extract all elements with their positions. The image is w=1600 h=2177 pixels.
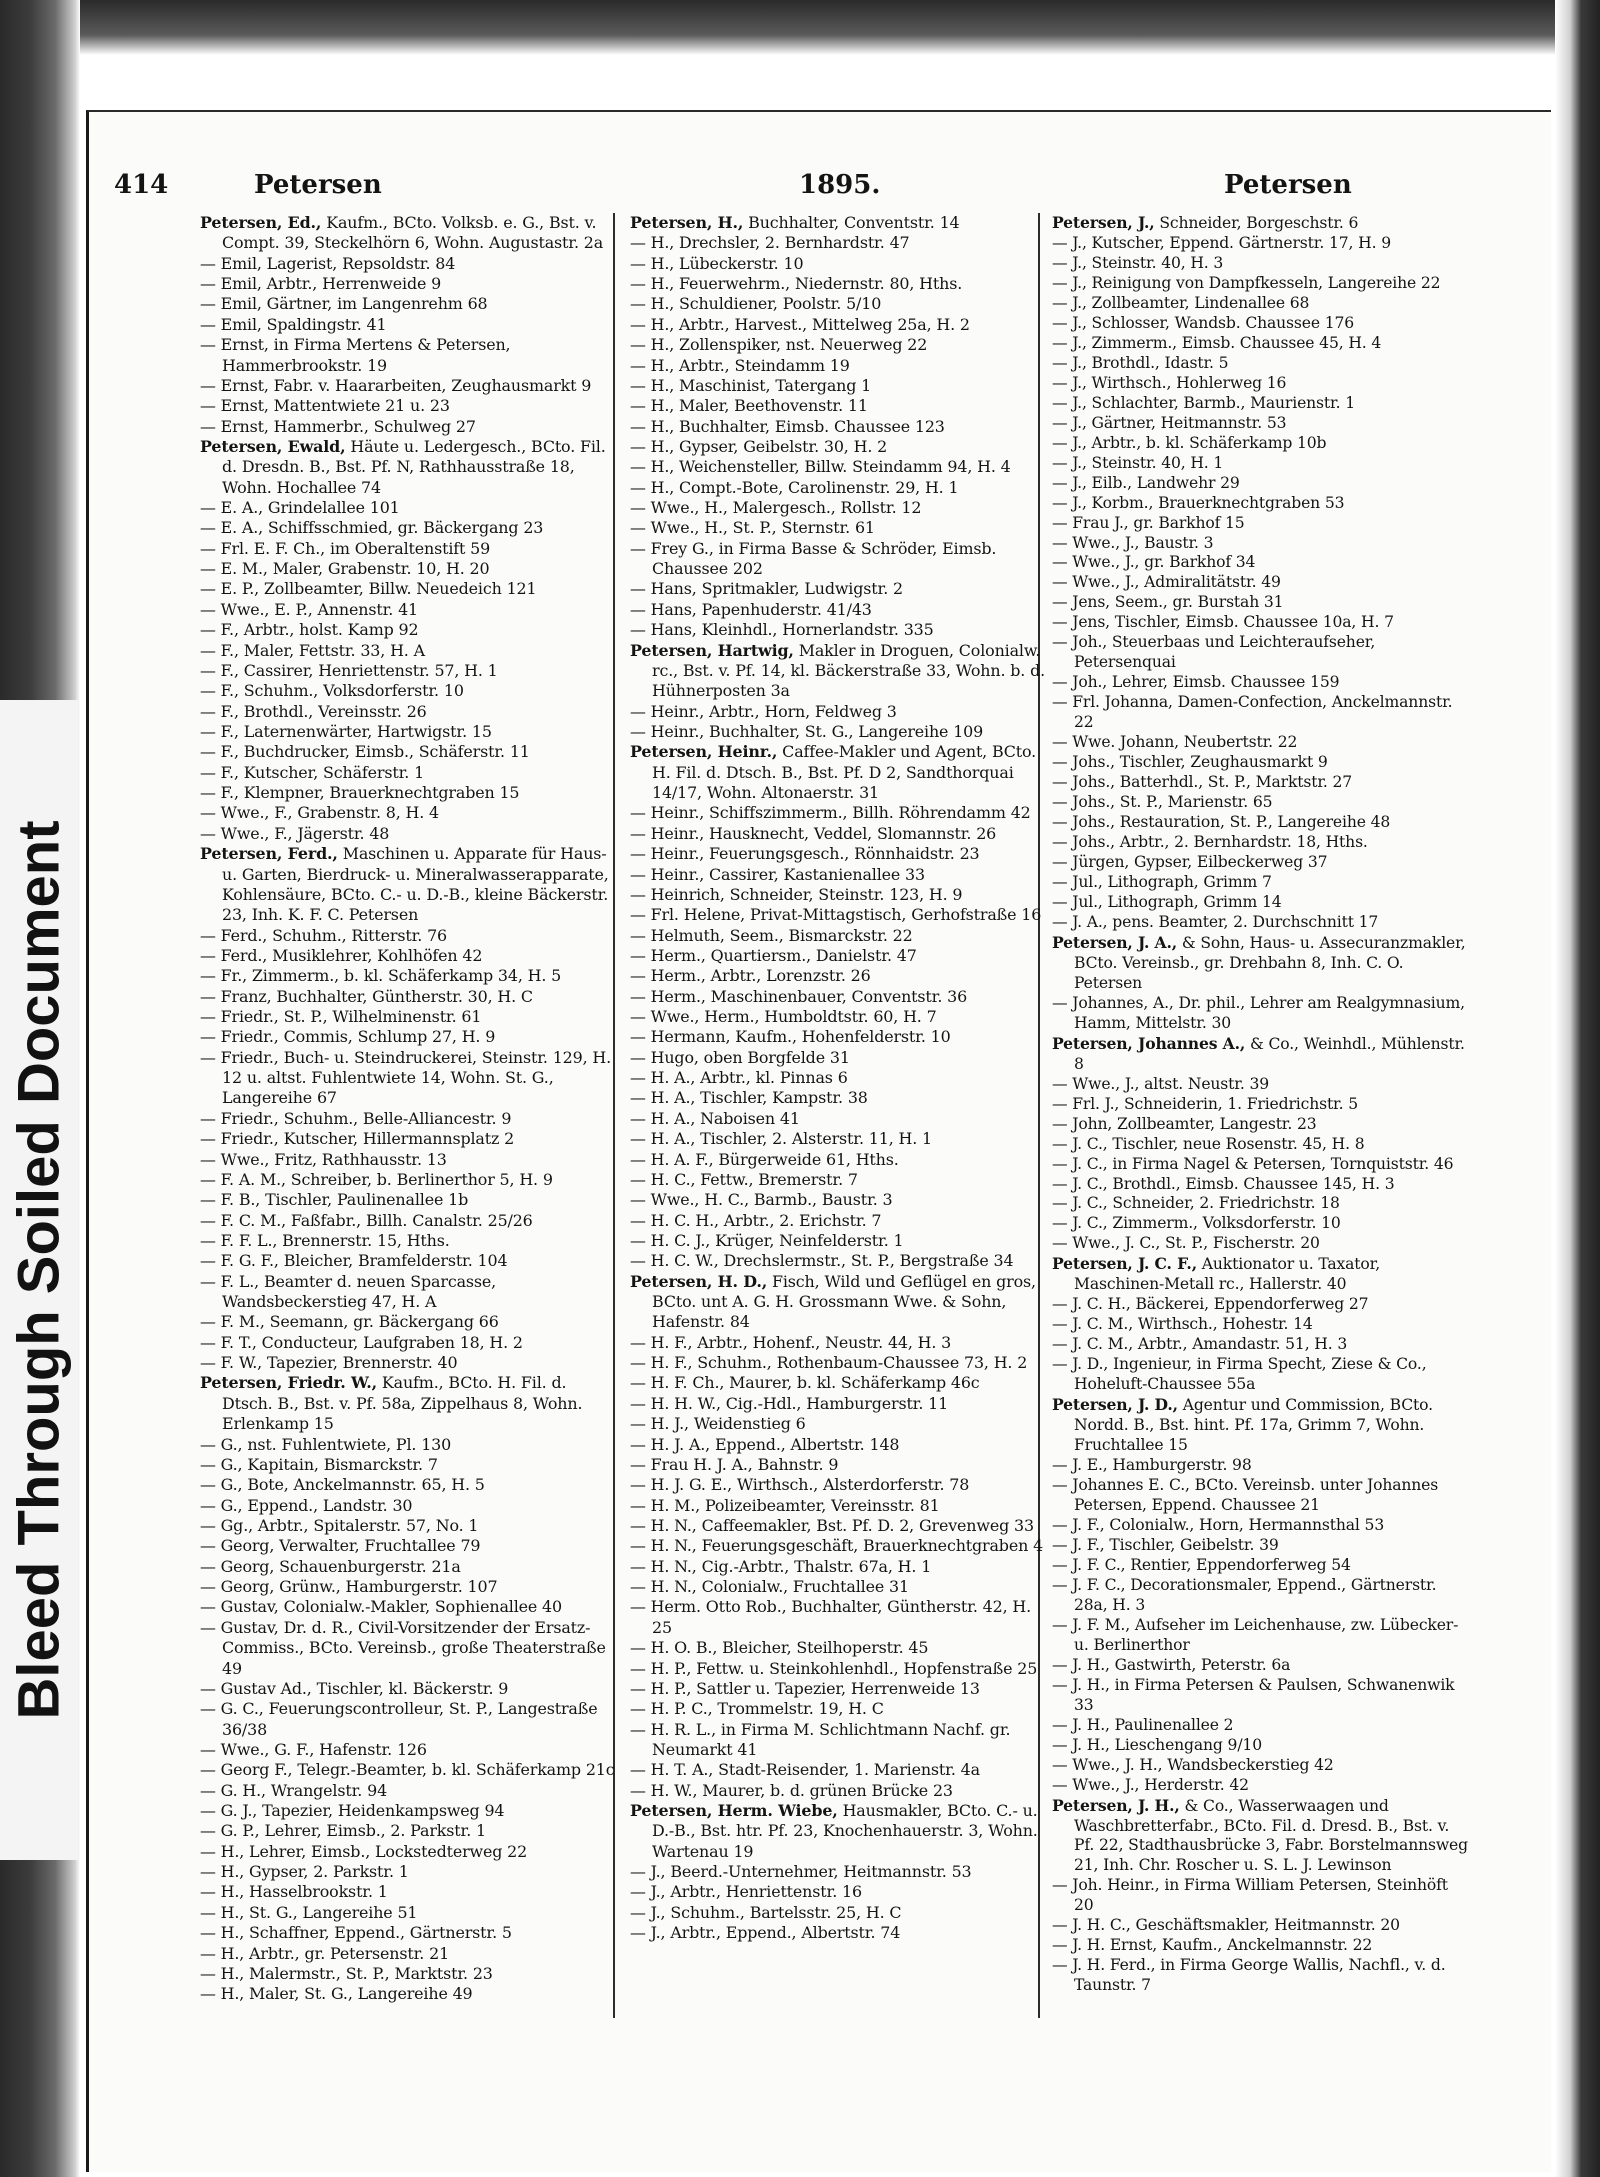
directory-entry: — H. N., Caffeemakler, Bst. Pf. D. 2, Grevenweg 33 [630,1516,1034,1535]
directory-entry: — H. P., Sattler u. Tapezier, Herrenweide 13 [630,1678,980,1698]
directory-entry: — H., Buchhalter, Eimsb. Chaussee 123 [630,416,945,436]
directory-entry: — J. F. C., Decorationsmaler, Eppend., Gärtnerstr. 28a, H. 3 [1052,1575,1437,1614]
directory-entry: — Friedr., St. P., Wilhelminenstr. 61 [200,1007,482,1027]
directory-entry: — Georg, Schauenburgerstr. 21a [200,1556,461,1576]
directory-entry: — H. A., Naboisen 41 [630,1108,800,1128]
directory-entry: — Wwe., H., St. P., Sternstr. 61 [630,518,875,538]
directory-entry: — H., Lübeckerstr. 10 [630,253,804,273]
entry-head-name: Petersen, Herm. Wiebe, [630,1801,838,1821]
directory-entry: — Helmuth, Seem., Bismarckstr. 22 [630,925,913,945]
directory-entry: — J., Reinigung von Dampfkesseln, Langereihe 22 [1052,273,1441,292]
directory-entry: — F. A. M., Schreiber, b. Berlinerthor 5, H. 9 [200,1169,553,1189]
entry-head-name: Petersen, Ewald, [200,436,346,456]
directory-entry: — Emil, Gärtner, im Langenrehm 68 [200,294,488,314]
directory-entry: — H., Arbtr., Steindamm 19 [630,355,850,375]
directory-entry: — J. F. M., Aufseher im Leichenhause, zw. Lübecker- u. Berlinerthor [1052,1615,1459,1654]
directory-entry: — Friedr., Commis, Schlump 27, H. 9 [200,1027,496,1047]
directory-entry: — Frau H. J. A., Bahnstr. 9 [630,1454,839,1474]
directory-entry: — H. A., Arbtr., kl. Pinnas 6 [630,1068,848,1088]
directory-entry: — Gustav, Colonialw.-Makler, Sophienallee 40 [200,1597,562,1617]
directory-entry: — Heinr., Feuerungsgesch., Rönnhaidstr. 23 [630,844,980,864]
directory-entry: — F., Cassirer, Henriettenstr. 57, H. 1 [200,660,498,680]
directory-entry: — Fr., Zimmerm., b. kl. Schäferkamp 34, H. 5 [200,966,562,986]
directory-entry: — Herm., Maschinenbauer, Conventstr. 36 [630,986,968,1006]
directory-entry: — Wwe., J., Herderstr. 42 [1052,1775,1249,1794]
directory-entry: — H. J., Weidenstieg 6 [630,1414,806,1434]
directory-entry: — Wwe., J., gr. Barkhof 34 [1052,553,1256,572]
directory-entry: — Jul., Lithograph, Grimm 14 [1052,892,1282,911]
directory-entry: — Ernst, Mattentwiete 21 u. 23 [200,396,450,416]
directory-entry: — Herm. Otto Rob., Buchhalter, Güntherstr. 42, H. 25 [630,1597,1031,1637]
directory-entry: — Wwe., J., altst. Neustr. 39 [1052,1074,1269,1093]
directory-entry: — Jens, Tischler, Eimsb. Chaussee 10a, H. 7 [1052,613,1394,632]
directory-entry: — Wwe., J. H., Wandsbeckerstieg 42 [1052,1755,1334,1774]
directory-entry: — Herm., Arbtr., Lorenzstr. 26 [630,966,871,986]
directory-entry: — J., Steinstr. 40, H. 3 [1052,253,1224,272]
soiled-document-stamp: Bleed Through Soiled Document [6,820,72,1720]
directory-entry: — J. C., Tischler, neue Rosenstr. 45, H. 8 [1052,1134,1365,1153]
directory-entry: — F., Kutscher, Schäferstr. 1 [200,762,425,782]
entry-head-name: Petersen, Ferd., [200,844,338,864]
directory-entry: — Franz, Buchhalter, Güntherstr. 30, H. C [200,986,533,1006]
directory-entry: — H., Compt.-Bote, Carolinenstr. 29, H. 1 [630,477,959,497]
directory-entry: — J., Arbtr., Henriettenstr. 16 [630,1882,862,1902]
directory-entry: — F. W., Tapezier, Brennerstr. 40 [200,1353,458,1373]
directory-entry: — Gustav Ad., Tischler, kl. Bäckerstr. 9 [200,1678,509,1698]
directory-entry: — Frau J., gr. Barkhof 15 [1052,513,1245,532]
directory-entry: — J. C., in Firma Nagel & Petersen, Tornquiststr. 46 [1052,1154,1454,1173]
entry-head-name: Petersen, J. C. F., [1052,1254,1197,1274]
directory-entry: — H., Feuerwehrm., Niedernstr. 80, Hths. [630,274,963,294]
directory-entry: — E. A., Grindelallee 101 [200,498,400,518]
directory-entry: — H., Arbtr., gr. Petersenstr. 21 [200,1943,450,1963]
directory-entry: Petersen, Hartwig, Makler in Droguen, Colonialw. rc., Bst. v. Pf. 14, kl. Bäckerstraße 33, Wohn. b. d. Hühnerposten 3a [630,640,1046,701]
directory-entry: — Ernst, in Firma Mertens & Petersen, Hammerbrookstr. 19 [200,335,511,375]
directory-entry: — G., Bote, Anckelmannstr. 65, H. 5 [200,1475,485,1495]
directory-entry: — Emil, Lagerist, Repsoldstr. 84 [200,253,456,273]
entry-head-name: Petersen, J. A., [1052,932,1178,952]
directory-entry: — E. A., Schiffsschmied, gr. Bäckergang 23 [200,518,544,538]
directory-column-3 [1052,213,1472,1996]
directory-entry: — Ernst, Hammerbr., Schulweg 27 [200,416,476,436]
directory-entry: — Heinrich, Schneider, Steinstr. 123, H. 9 [630,884,963,904]
directory-entry: — Emil, Spaldingstr. 41 [200,314,387,334]
directory-entry: — Friedr., Schuhm., Belle-Alliancestr. 9 [200,1108,512,1128]
directory-entry: — J., Schuhm., Bartelsstr. 25, H. C [630,1902,902,1922]
directory-entry: — H., Gypser, 2. Parkstr. 1 [200,1862,409,1882]
directory-entry: — Johannes, A., Dr. phil., Lehrer am Realgymnasium, Hamm, Mittelstr. 30 [1052,993,1465,1032]
directory-entry: — G. P., Lehrer, Eimsb., 2. Parkstr. 1 [200,1821,486,1841]
directory-entry: — Heinr., Schiffszimmerm., Billh. Röhrendamm 42 [630,803,1031,823]
directory-entry: — H. R. L., in Firma M. Schlichtmann Nachf. gr. Neumarkt 41 [630,1719,1011,1759]
directory-entry: — H., Arbtr., Harvest., Mittelweg 25a, H. 2 [630,314,970,334]
directory-entry: Petersen, H. D., Fisch, Wild und Geflügel en gros, BCto. unt A. G. H. Grossmann Wwe. & Sohn, Hafenstr. 84 [630,1271,1036,1332]
directory-entry: — G., Eppend., Landstr. 30 [200,1495,413,1515]
directory-entry: — H. N., Feuerungsgeschäft, Brauerknechtgraben 4 [630,1536,1044,1556]
directory-entry: — F., Arbtr., holst. Kamp 92 [200,620,419,640]
directory-entry: — Joh. Heinr., in Firma William Petersen, Steinhöft 20 [1052,1876,1448,1915]
directory-entry: — H. H. W., Cig.-Hdl., Hamburgerstr. 11 [630,1393,949,1413]
directory-entry: — Emil, Arbtr., Herrenweide 9 [200,274,442,294]
directory-entry: — Johs., St. P., Marienstr. 65 [1052,793,1273,812]
entry-head-name: Petersen, Heinr., [630,742,778,762]
entry-head-name: Petersen, J., [1052,213,1155,232]
directory-entry: — J. H., Paulinenallee 2 [1052,1715,1234,1734]
directory-entry: — Hugo, oben Borgfelde 31 [630,1047,850,1067]
directory-entry: — H. N., Cig.-Arbtr., Thalstr. 67a, H. 1 [630,1556,932,1576]
directory-entry: — J., Schlachter, Barmb., Maurienstr. 1 [1052,393,1355,412]
directory-entry: — Wwe., J., Baustr. 3 [1052,533,1214,552]
entry-head-name: Petersen, Ed., [200,213,322,232]
directory-entry: — J., Schlosser, Wandsb. Chaussee 176 [1052,313,1355,332]
directory-entry: — Frl. J., Schneiderin, 1. Friedrichstr. 5 [1052,1094,1359,1113]
directory-entry: — Hans, Kleinhdl., Hornerlandstr. 335 [630,620,934,640]
directory-entry: — Friedr., Buch- u. Steindruckerei, Steinstr. 129, H. 12 u. altst. Fuhlentwiete 14, Wohn. St. G., Langereihe 67 [200,1047,612,1108]
directory-entry: — H. M., Polizeibeamter, Vereinsstr. 81 [630,1495,940,1515]
directory-entry: — H., Hasselbrookstr. 1 [200,1882,388,1902]
directory-entry: — Ferd., Schuhm., Ritterstr. 76 [200,925,448,945]
directory-entry: — H., Maler, Beethovenstr. 11 [630,396,868,416]
directory-entry: — J. H., Gastwirth, Peterstr. 6a [1052,1655,1291,1674]
directory-entry: — Herm., Quartiersm., Danielstr. 47 [630,945,917,965]
directory-entry: — Heinr., Cassirer, Kastanienallee 33 [630,864,925,884]
directory-entry: — H., St. G., Langereihe 51 [200,1902,418,1922]
directory-entry: — Heinr., Hausknecht, Veddel, Slomannstr. 26 [630,823,997,843]
directory-entry: — J. F., Colonialw., Horn, Hermannsthal 53 [1052,1515,1385,1534]
entry-head-name: Petersen, J. H., [1052,1795,1180,1815]
directory-entry: — H. W., Maurer, b. d. grünen Brücke 23 [630,1780,953,1800]
directory-entry: — J. H. Ernst, Kaufm., Anckelmannstr. 22 [1052,1936,1373,1955]
directory-column-2 [630,213,1050,1944]
directory-entry: — F., Laternenwärter, Hartwigstr. 15 [200,721,492,741]
directory-entry: — Gustav, Dr. d. R., Civil-Vorsitzender der Ersatz-Commiss., BCto. Vereinsb., große Theaterstraße 49 [200,1617,606,1678]
directory-entry: Petersen, J. C. F., Auktionator u. Taxator, Maschinen-Metall rc., Hallerstr. 40 [1052,1254,1381,1294]
directory-entry: — Johs., Tischler, Zeughausmarkt 9 [1052,753,1328,772]
directory-entry: — G., Kapitain, Bismarckstr. 7 [200,1454,438,1474]
directory-entry: — Frl. Helene, Privat-Mittagstisch, Gerhofstraße 16 [630,905,1042,925]
entry-head-name: Petersen, Friedr. W., [200,1373,378,1393]
directory-entry: — J., Beerd.-Unternehmer, Heitmannstr. 53 [630,1862,972,1882]
directory-entry: — H. F., Arbtr., Hohenf., Neustr. 44, H. 3 [630,1332,952,1352]
directory-entry: — H., Malermstr., St. P., Marktstr. 23 [200,1963,493,1983]
directory-entry: — Jens, Seem., gr. Burstah 31 [1052,593,1284,612]
directory-entry: — J., Brothdl., Idastr. 5 [1052,353,1229,372]
directory-entry: — Georg, Grünw., Hamburgerstr. 107 [200,1577,498,1597]
directory-entry: — J. H. Ferd., in Firma George Wallis, Nachfl., v. d. Taunstr. 7 [1052,1956,1446,1995]
directory-entry: — F. C. M., Faßfabr., Billh. Canalstr. 25/26 [200,1210,533,1230]
directory-entry: — J. F. C., Rentier, Eppendorferweg 54 [1052,1555,1351,1574]
directory-entry: — H. C., Fettw., Bremerstr. 7 [630,1169,858,1189]
directory-entry: — F., Buchdrucker, Eimsb., Schäferstr. 11 [200,742,530,762]
directory-entry: — H., Gypser, Geibelstr. 30, H. 2 [630,436,888,456]
directory-entry: — J., Kutscher, Eppend. Gärtnerstr. 17, H. 9 [1052,233,1391,252]
directory-entry: Petersen, J., Schneider, Borgeschstr. 6 [1052,213,1359,232]
entry-head-name: Petersen, H., [630,213,744,232]
left-running-head: Petersen [254,170,382,200]
directory-entry: — J. C. M., Arbtr., Amandastr. 51, H. 3 [1052,1335,1348,1354]
directory-entry: — H. A., Tischler, Kampstr. 38 [630,1088,868,1108]
directory-entry: — J. F., Tischler, Geibelstr. 39 [1052,1535,1279,1554]
directory-entry: — E. P., Zollbeamter, Billw. Neuedeich 121 [200,579,537,599]
directory-entry: — J., Zollbeamter, Lindenallee 68 [1052,293,1310,312]
entry-head-name: Petersen, Hartwig, [630,640,794,660]
directory-entry: — H. N., Colonialw., Fruchtallee 31 [630,1577,909,1597]
directory-entry: — Johs., Arbtr., 2. Bernhardstr. 18, Hths. [1052,833,1368,852]
directory-entry: — F., Schuhm., Volksdorferstr. 10 [200,681,464,701]
directory-entry: — H. P. C., Trommelstr. 19, H. C [630,1699,884,1719]
directory-entry: — H., Drechsler, 2. Bernhardstr. 47 [630,233,910,253]
directory-entry: — J. H., Lieschengang 9/10 [1052,1735,1262,1754]
year-heading: 1895. [799,170,881,200]
directory-entry: — F. F. L., Brennerstr. 15, Hths. [200,1230,450,1250]
directory-entry: — J., Arbtr., Eppend., Albertstr. 74 [630,1923,901,1943]
directory-entry: — H. C. J., Krüger, Neinfelderstr. 1 [630,1230,904,1250]
directory-entry: — J. C., Schneider, 2. Friedrichstr. 18 [1052,1194,1340,1213]
directory-entry: Petersen, J. H., & Co., Wasserwaagen und Waschbretterfabr., BCto. Fil. d. Dresd. B., Bst. v. Pf. 22, Stadthausbrücke 3, Fabr. Borstelmannsweg 21, Inh. Chr. Roscher u. S. L. J. Lewinson [1052,1795,1468,1875]
directory-entry: — Ferd., Musiklehrer, Kohlhöfen 42 [200,945,483,965]
directory-entry: — J. A., pens. Beamter, 2. Durchschnitt 17 [1052,912,1379,931]
scan-right-edge [1555,0,1600,2177]
right-running-head: Petersen [1224,170,1352,200]
directory-entry: — Wwe., Herm., Humboldtstr. 60, H. 7 [630,1007,937,1027]
directory-entry: — F. B., Tischler, Paulinenallee 1b [200,1190,469,1210]
directory-entry: — Wwe., J. C., St. P., Fischerstr. 20 [1052,1234,1320,1253]
directory-entry: — G., nst. Fuhlentwiete, Pl. 130 [200,1434,452,1454]
directory-entry: — J. C., Brothdl., Eimsb. Chaussee 145, H. 3 [1052,1174,1395,1193]
directory-entry: — Jürgen, Gypser, Eilbeckerweg 37 [1052,853,1328,871]
directory-entry: — Joh., Lehrer, Eimsb. Chaussee 159 [1052,673,1340,692]
directory-entry: — G. C., Feuerungscontrolleur, St. P., Langestraße 36/38 [200,1699,598,1739]
directory-entry: — H., Zollenspiker, nst. Neuerweg 22 [630,335,928,355]
directory-entry: Petersen, Heinr., Caffee-Makler und Agent, BCto. H. Fil. d. Dtsch. B., Bst. Pf. D 2, Sandthorquai 14/17, Wohn. Altonaerstr. 31 [630,742,1037,803]
directory-entry: — H. P., Fettw. u. Steinkohlenhdl., Hopfenstraße 25 [630,1658,1038,1678]
directory-entry: Petersen, Ferd., Maschinen u. Apparate für Haus- u. Garten, Bierdruck- u. Mineralwasserapparate, Kohlensäure, BCto. C.- u. D.-B., kleine Bäckerstr. 23, Inh. K. F. C. Petersen [200,844,609,925]
directory-entry: — F. L., Beamter d. neuen Sparcasse, Wandsbeckerstieg 47, H. A [200,1271,497,1312]
directory-entry: — Johs., Batterhdl., St. P., Marktstr. 27 [1052,773,1353,792]
directory-entry: Petersen, Ewald, Häute u. Ledergesch., BCto. Fil. d. Dresdn. B., Bst. Pf. N, Rathhausstraße 18, Wohn. Hochallee 74 [200,436,606,497]
directory-entry: — H. T. A., Stadt-Reisender, 1. Marienstr. 4a [630,1760,980,1780]
directory-entry: — Wwe., Fritz, Rathhausstr. 13 [200,1149,447,1169]
directory-entry: — H., Schaffner, Eppend., Gärtnerstr. 5 [200,1923,512,1943]
entry-head-name: Petersen, J. D., [1052,1395,1178,1415]
directory-entry: — H. J. A., Eppend., Albertstr. 148 [630,1434,900,1454]
directory-entry: Petersen, Johannes A., & Co., Weinhdl., Mühlenstr. 8 [1052,1033,1465,1073]
directory-entry: — F., Brothdl., Vereinsstr. 26 [200,701,427,721]
directory-entry: — J. C., Zimmerm., Volksdorferstr. 10 [1052,1214,1341,1233]
directory-entry: — Johannes E. C., BCto. Vereinsb. unter Johannes Petersen, Eppend. Chaussee 21 [1052,1476,1439,1514]
scan-top-edge [0,0,1600,55]
directory-entry: — Wwe. Johann, Neubertstr. 22 [1052,733,1298,752]
directory-entry: — H. F. Ch., Maurer, b. kl. Schäferkamp 46c [630,1373,980,1393]
directory-entry: — Hans, Papenhuderstr. 41/43 [630,599,872,619]
directory-entry: — F. G. F., Bleicher, Bramfelderstr. 104 [200,1251,508,1271]
directory-entry: Petersen, J. A., & Sohn, Haus- u. Assecuranzmakler, BCto. Vereinsb., gr. Drehbahn 8, Inh. C. O. Petersen [1052,932,1466,992]
directory-entry: — H. J. G. E., Wirthsch., Alsterdorferstr. 78 [630,1475,970,1495]
directory-entry: Petersen, J. D., Agentur und Commission, BCto. Nordd. B., Bst. hint. Pf. 17a, Grimm 7, Wohn. Fruchtallee 15 [1052,1395,1433,1455]
directory-entry: — Joh., Steuerbaas und Leichteraufseher, Petersenquai [1052,633,1376,672]
directory-entry: — Heinr., Arbtr., Horn, Feldweg 3 [630,701,897,721]
directory-entry: — J., Wirthsch., Hohlerweg 16 [1052,373,1287,392]
directory-entry: — H., Maschinist, Tatergang 1 [630,375,872,395]
directory-entry: — J., Zimmerm., Eimsb. Chaussee 45, H. 4 [1052,333,1382,352]
directory-entry: — Friedr., Kutscher, Hillermannsplatz 2 [200,1129,515,1149]
directory-entry: — E. M., Maler, Grabenstr. 10, H. 20 [200,559,490,579]
directory-entry: — H. F., Schuhm., Rothenbaum-Chaussee 73, H. 2 [630,1353,1028,1373]
directory-entry: — Georg, Verwalter, Fruchtallee 79 [200,1536,481,1556]
directory-entry: — Hans, Spritmakler, Ludwigstr. 2 [630,579,903,599]
directory-entry: — H. C. W., Drechslermstr., St. P., Bergstraße 34 [630,1251,1014,1271]
directory-entry: — Frl. E. F. Ch., im Oberaltenstift 59 [200,538,491,558]
directory-entry: — Wwe., F., Jägerstr. 48 [200,823,390,843]
directory-entry: — Hermann, Kaufm., Hohenfelderstr. 10 [630,1027,951,1047]
directory-entry: — Frey G., in Firma Basse & Schröder, Eimsb. Chaussee 202 [630,538,997,579]
entry-head-name: Petersen, H. D., [630,1271,768,1291]
directory-entry: — Johs., Restauration, St. P., Langereihe 48 [1052,813,1391,832]
directory-entry: — J. C. H., Bäckerei, Eppendorferweg 27 [1052,1295,1369,1314]
entry-head-name: Petersen, Johannes A., [1052,1033,1246,1053]
directory-entry: — Heinr., Buchhalter, St. G., Langereihe 109 [630,721,984,741]
directory-entry: — Ernst, Fabr. v. Haararbeiten, Zeughausmarkt 9 [200,375,592,395]
directory-entry: — H., Lehrer, Eimsb., Lockstedterweg 22 [200,1841,528,1861]
directory-entry: — Jul., Lithograph, Grimm 7 [1052,872,1272,891]
directory-entry: — J. C. M., Wirthsch., Hohestr. 14 [1052,1315,1313,1334]
directory-entry: — G. H., Wrangelstr. 94 [200,1780,388,1800]
directory-column-1 [200,213,620,2005]
directory-entry: — H., Weichensteller, Billw. Steindamm 94, H. 4 [630,457,1011,477]
page-number: 414 [114,170,169,200]
directory-entry: — Wwe., J., Admiralitätstr. 49 [1052,573,1281,592]
directory-entry: — J., Arbtr., b. kl. Schäferkamp 10b [1052,433,1327,452]
directory-entry: — Wwe., F., Grabenstr. 8, H. 4 [200,803,439,823]
page-header [114,168,1352,208]
directory-entry: — J. D., Ingenieur, in Firma Specht, Ziese & Co., Hoheluft-Chaussee 55a [1052,1355,1427,1394]
directory-entry: — J., Korbm., Brauerknechtgraben 53 [1052,493,1345,512]
directory-entry: — John, Zollbeamter, Langestr. 23 [1052,1114,1317,1133]
directory-entry: Petersen, Herm. Wiebe, Hausmakler, BCto. C.- u. D.-B., Bst. htr. Pf. 23, Knochenhauerstr. 3, Wohn. Wartenau 19 [630,1801,1038,1861]
directory-entry: — H. A. F., Bürgerweide 61, Hths. [630,1149,899,1169]
directory-entry: — J., Gärtner, Heitmannstr. 53 [1052,413,1287,432]
directory-entry: — Wwe., H., Malergesch., Rollstr. 12 [630,498,922,518]
directory-entry: — J., Steinstr. 40, H. 1 [1052,453,1224,472]
directory-entry: — Wwe., G. F., Hafenstr. 126 [200,1739,427,1759]
directory-entry: — F., Klempner, Brauerknechtgraben 15 [200,783,520,803]
directory-entry: — G. J., Tapezier, Heidenkampsweg 94 [200,1801,505,1821]
directory-entry: Petersen, H., Buchhalter, Conventstr. 14 [630,213,960,232]
directory-entry: — J., Eilb., Landwehr 29 [1052,473,1240,492]
directory-entry: — F. M., Seemann, gr. Bäckergang 66 [200,1312,499,1332]
directory-entry: — J. E., Hamburgerstr. 98 [1052,1456,1252,1475]
directory-entry: — H. A., Tischler, 2. Alsterstr. 11, H. 1 [630,1129,932,1149]
directory-entry: — Wwe., H. C., Barmb., Baustr. 3 [630,1190,893,1210]
directory-entry: — H., Maler, St. G., Langereihe 49 [200,1984,473,2004]
directory-entry: — Georg F., Telegr.-Beamter, b. kl. Schäferkamp 21c [200,1760,615,1780]
directory-entry: — Frl. Johanna, Damen-Confection, Anckelmannstr. 22 [1052,693,1453,732]
directory-entry: Petersen, Friedr. W., Kaufm., BCto. H. Fil. d. Dtsch. B., Bst. v. Pf. 58a, Zippelhaus 8, Wohn. Erlenkamp 15 [200,1373,583,1434]
directory-entry: — F. T., Conducteur, Laufgraben 18, H. 2 [200,1332,523,1352]
directory-entry: — J. H., in Firma Petersen & Paulsen, Schwanenwik 33 [1052,1675,1455,1714]
directory-entry: — H. O. B., Bleicher, Steilhoperstr. 45 [630,1638,929,1658]
directory-entry: — Wwe., E. P., Annenstr. 41 [200,599,419,619]
directory-entry: Petersen, Ed., Kaufm., BCto. Volksb. e. G., Bst. v. Compt. 39, Steckelhörn 6, Wohn. Augustastr. 2a [200,213,604,253]
directory-entry: — F., Maler, Fettstr. 33, H. A [200,640,425,660]
directory-entry: — H. C. H., Arbtr., 2. Erichstr. 7 [630,1210,882,1230]
directory-entry: — J. H. C., Geschäftsmakler, Heitmannstr. 20 [1052,1916,1400,1935]
directory-entry: — H., Schuldiener, Poolstr. 5/10 [630,294,882,314]
directory-entry: — Gg., Arbtr., Spitalerstr. 57, No. 1 [200,1516,479,1535]
